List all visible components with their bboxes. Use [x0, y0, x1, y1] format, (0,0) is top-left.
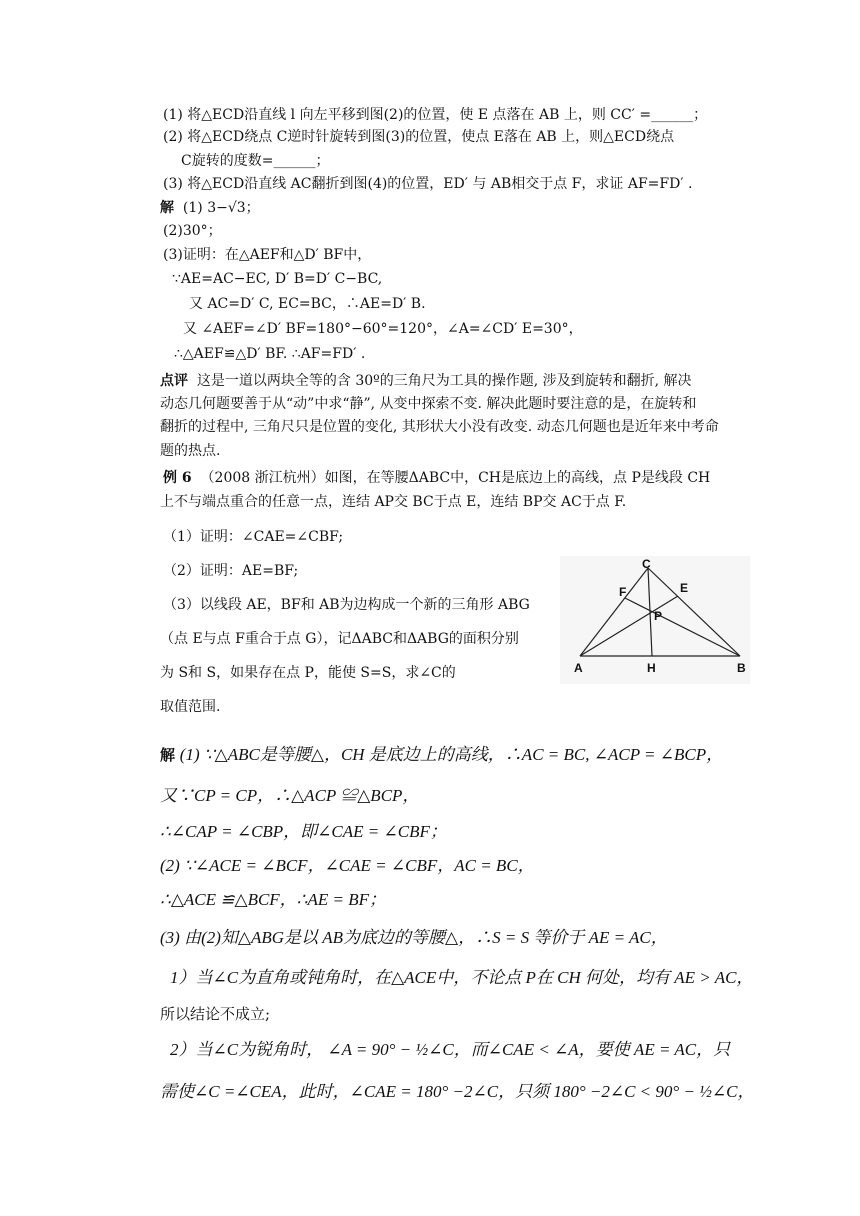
example-line: （3）以线段 AE，BF和 AB为边构成一个新的三角形 ABG [163, 597, 530, 613]
solution-line: ∴△AEF≌△D′ BF. ∴AF=FD′ . [174, 346, 366, 362]
solution-line: 解 (1) 3−√3； [160, 200, 260, 216]
label-E: E [680, 581, 689, 595]
example-line: 上不与端点重合的任意一点，连结 AP交 BC于点 E，连结 BP交 AC于点 F. [160, 494, 627, 510]
solution-line: (2)30°； [163, 223, 222, 239]
label-C: C [642, 557, 651, 571]
solution-line: ∴△ACE ≌△BCF，∴AE = BF； [160, 890, 386, 909]
solution-line: 1）当∠C为直角或钝角时，在△ACE中，不论点 P在 CH 何处，均有 AE > AC， [170, 968, 754, 987]
label-P: P [654, 609, 663, 623]
solve-label: 解 [160, 746, 176, 764]
label-A: A [574, 661, 583, 675]
solution-line: 又∵CP = CP，∴△ACP ≌△BCP， [160, 786, 420, 805]
comment-line: 动态几何题要善于从“动”中求“静”, 从变中探索不变. 解决此题时要注意的是，在旋转和 [160, 396, 697, 412]
solution-line: 解 (1) ∵△ABC是等腰△，CH 是底边上的高线，∴AC = BC, ∠ACP = ∠BCP， [160, 745, 724, 764]
solution-line: 又 ∠AEF=∠D′ BF=180°−60°=120°，∠A=∠CD′ E=30°， [183, 321, 583, 337]
solution-line: (3) 由(2)知△ABG是以 AB为底边的等腰△，∴S = S 等价于 AE = AC， [160, 928, 668, 947]
solve-label: 解 [160, 200, 174, 216]
label-B: B [737, 661, 746, 675]
text-line: (1) 将△ECD沿直线 l 向左平移到图(2)的位置，使 E 点落在 AB 上，则 CC′ =______； [163, 107, 708, 123]
comment-label: 点评 [160, 373, 188, 389]
solution-line: 所以结论不成立; [160, 1005, 271, 1023]
text-line: C旋转的度数=______； [181, 153, 330, 169]
label-F: F [619, 585, 627, 599]
solution-line: ∴∠CAP = ∠CBP，即∠CAE = ∠CBF； [160, 822, 447, 841]
comment-line: 翻折的过程中, 三角尺只是位置的变化, 其形状大小没有改变. 动态几何题也是近年来中考命 [160, 419, 719, 435]
comment-line: 题的热点. [160, 443, 221, 459]
solution-line: 2）当∠C为锐角时， ∠A = 90° − ½∠C，而∠CAE < ∠A，要使 AE = AC，只 [170, 1040, 731, 1059]
solution-line: (2) ∵∠ACE = ∠BCF，∠CAE = ∠CBF，AC = BC， [160, 856, 535, 875]
label-H: H [647, 661, 656, 675]
solution-line: ∵AE=AC−EC, D′ B=D′ C−BC, [172, 271, 383, 287]
comment-line: 点评 这是一道以两块全等的含 30º的三角尺为工具的操作题, 涉及到旋转和翻折, 解决 [160, 373, 692, 389]
triangle-figure [560, 556, 750, 684]
text-line: (2) 将△ECD绕点 C逆时针旋转到图(3)的位置，使点 E落在 AB 上，则△ECD绕点 [163, 129, 675, 145]
solution-line: 需使∠C =∠CEA，此时，∠CAE = 180° −2∠C，只须 180° −2∠C < 90° − ½∠C， [160, 1082, 755, 1101]
example-line: （点 E与点 F重合于点 G），记ΔABC和ΔABG的面积分别 [160, 631, 519, 647]
text-line: (3) 将△ECD沿直线 AC翻折到图(4)的位置，ED′ 与 AB相交于点 F，求证 AF=FD′ . [163, 176, 693, 192]
example-line: 为 S和 S，如果存在点 P，能使 S=S，求∠C的 [160, 665, 456, 681]
solution-line: (3)证明：在△AEF和△D′ BF中， [163, 247, 372, 263]
example-line: （2）证明：AE=BF; [163, 563, 299, 579]
example-line: 例 6 （2008 浙江杭州）如图，在等腰ΔABC中，CH是底边上的高线，点 P是线段 CH [163, 470, 711, 486]
example-label: 例 6 [163, 470, 192, 486]
solution-line: 又 AC=D′ C, EC=BC，∴AE=D′ B. [189, 296, 426, 312]
example-line: （1）证明：∠CAE=∠CBF; [163, 529, 344, 545]
example-line: 取值范围. [160, 699, 221, 715]
